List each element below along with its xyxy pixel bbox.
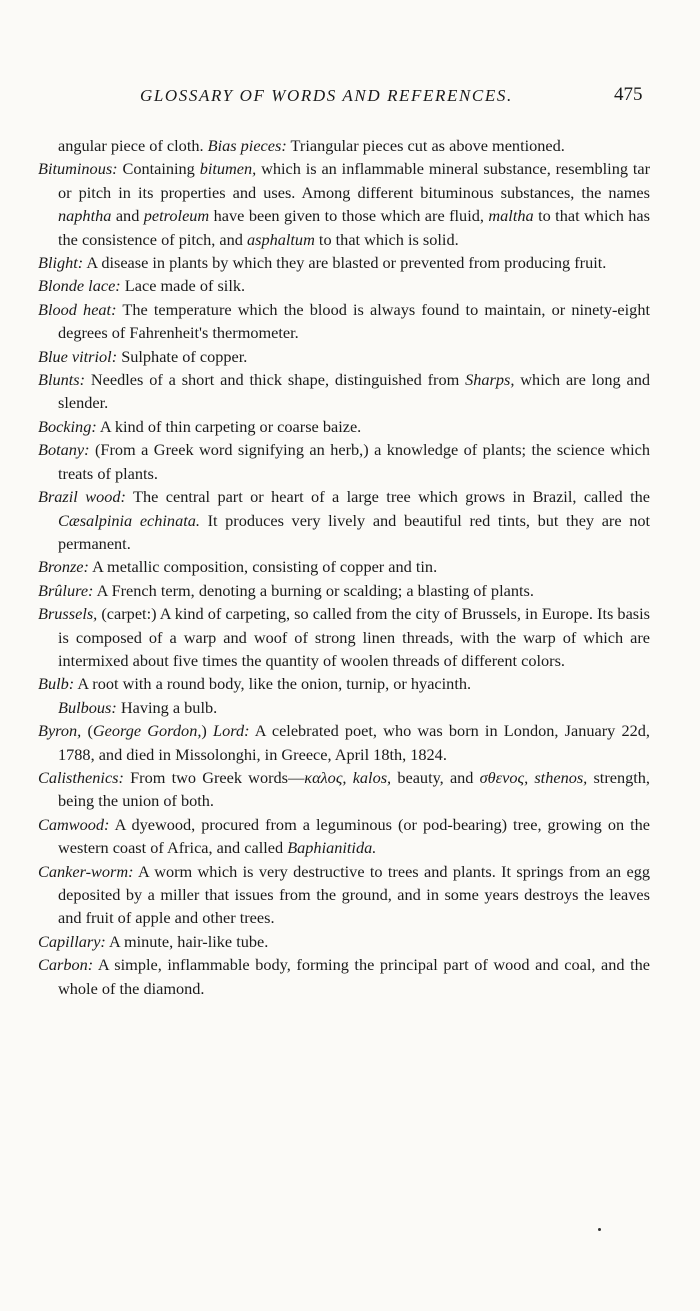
glossary-term: Calisthenics: [38,767,124,787]
ink-speck [598,1228,601,1231]
glossary-term: Brûlure: [38,580,94,600]
glossary-entry [38,485,650,555]
definition-text: angular piece of cloth. [58,136,208,155]
glossary-entry [38,368,650,415]
definition-text: A French term, denoting a burning or scalding; a blasting of plants. [93,580,534,600]
glossary-entry [38,415,650,438]
glossary-entry [38,766,650,813]
glossary-term: Byron, [38,721,82,741]
definition-text: A simple, inflammable body, forming the principal part of wood and coal, and the whole of the diamond. [58,955,650,998]
definition-text: Sulphate of copper. [117,346,248,366]
glossary-term: Bulbous: [58,697,117,717]
glossary-term: Bronze: [38,557,89,577]
glossary-list [38,134,650,1000]
glossary-term: Bituminous: [38,159,118,179]
definition-text: to that which is solid. [314,229,459,249]
italic-text: George Gordon, [92,721,202,741]
glossary-continuation [38,134,650,157]
definition-text: Containing [117,159,200,179]
definition-text: A minute, hair-like tube. [105,931,269,951]
definition-text: which are long and slender. [58,370,650,413]
definition-text: to that which has the consistence of pitch, and [58,206,650,249]
definition-text: From two Greek words— [123,767,305,787]
glossary-entry [38,157,650,251]
definition-text: Triangular pieces cut as above mentioned. [286,136,565,155]
italic-text: Sharps, [465,370,515,390]
italic-text: petroleum [143,206,210,226]
definition-text: strength, being the union of both. [58,767,650,811]
italic-text: naphtha [58,206,112,226]
glossary-entry [38,953,650,1000]
italic-text: Bias pieces: [207,136,287,155]
glossary-term: Botany: [38,440,90,460]
running-title: GLOSSARY OF WORDS AND REFERENCES. [140,86,513,105]
glossary-entry [38,860,650,930]
definition-text: A kind of thin carpeting or coarse baize. [96,416,362,436]
glossary-entry [38,298,650,345]
glossary-term: Camwood: [38,814,110,834]
definition-text: Lace made of silk. [120,276,246,296]
definition-text: It produces very lively and beautiful red tints, but they are not permanent. [58,510,650,553]
definition-text: Needles of a short and thick shape, distinguished from [85,370,466,390]
definition-text: A dyewood, procured from a leguminous (or pod-bearing) tree, growing on the western coast of Africa, and called [58,814,650,858]
italic-text: bitumen, [199,159,257,179]
definition-text: A metallic composition, consisting of copper and tin. [88,557,438,577]
glossary-entry [38,696,650,719]
definition-text: Having a bulb. [116,697,218,717]
definition-text: have been given to those which are fluid, [209,206,489,226]
glossary-term: Carbon: [38,955,94,975]
page-number: 475 [614,84,643,105]
glossary-entry [38,602,650,672]
glossary-term: Blood heat: [38,299,117,319]
definition-text: A disease in plants by which they are blasted or prevented from producing fruit. [83,253,607,273]
definition-text: (From a Greek word signifying an herb,) a knowledge of plants; the science which treats of plants. [58,440,650,483]
glossary-term: Bulb: [38,674,75,694]
glossary-term: Blunts: [38,370,86,390]
definition-text: (carpet:) A kind of carpeting, so called from the city of Brussels, in Europe. Its basis is composed of a warp and woof of strong linen threads, with the warp of which are intermixed about five times the quantity of woolen threads of different colors. [58,604,650,670]
definition-text: A root with a round body, like the onion, turnip, or hyacinth. [74,674,472,694]
glossary-term: Blue vitriol: [38,346,118,366]
italic-text: Cæsalpinia echinata. [58,510,200,530]
glossary-term: Blonde lace: [38,276,121,296]
glossary-entry [38,813,650,860]
italic-text: maltha [488,206,534,226]
definition-text: ( [81,721,93,741]
definition-text: beauty, and [391,767,480,787]
glossary-entry [38,274,650,297]
definition-text: The central part or heart of a large tree which grows in Brazil, called the [125,487,650,507]
italic-text: asphaltum [246,229,315,249]
page-header [0,86,700,110]
glossary-entry [38,672,650,695]
glossary-term: Blight: [38,253,84,273]
glossary-entry [38,555,650,578]
definition-text: A worm which is very destructive to trees and plants. It springs from an egg deposited by a miller that issues from the ground, and in some years destroys the leaves and fruit of apple and other trees. [58,861,650,928]
definition-text: and [111,206,144,226]
glossary-entry [38,719,650,766]
definition-text: A celebrated poet, who was born in London, January 22d, 1788, and died in Missolonghi, in Greece, April 18th, 1824. [58,721,650,764]
glossary-term: Bocking: [38,416,97,436]
glossary-entry [38,345,650,368]
italic-text: Lord: [213,721,250,741]
glossary-term: Canker-worm: [38,861,134,881]
definition-text: which is an inflammable mineral substance, resembling tar or pitch in its properties and uses. Among different bituminous substances, the names [58,159,651,202]
glossary-term: Brussels, [38,604,98,624]
definition-text: The temperature which the blood is always found to maintain, or ninety-eight degrees of Fahrenheit's thermometer. [58,299,650,343]
glossary-entry [38,930,650,953]
glossary-entry [38,251,650,274]
glossary-entry [38,579,650,602]
italic-text: Baphianitida. [287,838,377,858]
definition-text: ) [201,721,214,741]
italic-text: καλος, kalos, [304,767,392,787]
italic-text: σθενος, sthenos, [479,767,588,787]
glossary-term: Brazil wood: [38,487,126,507]
glossary-term: Capillary: [38,931,106,951]
glossary-entry [38,438,650,485]
